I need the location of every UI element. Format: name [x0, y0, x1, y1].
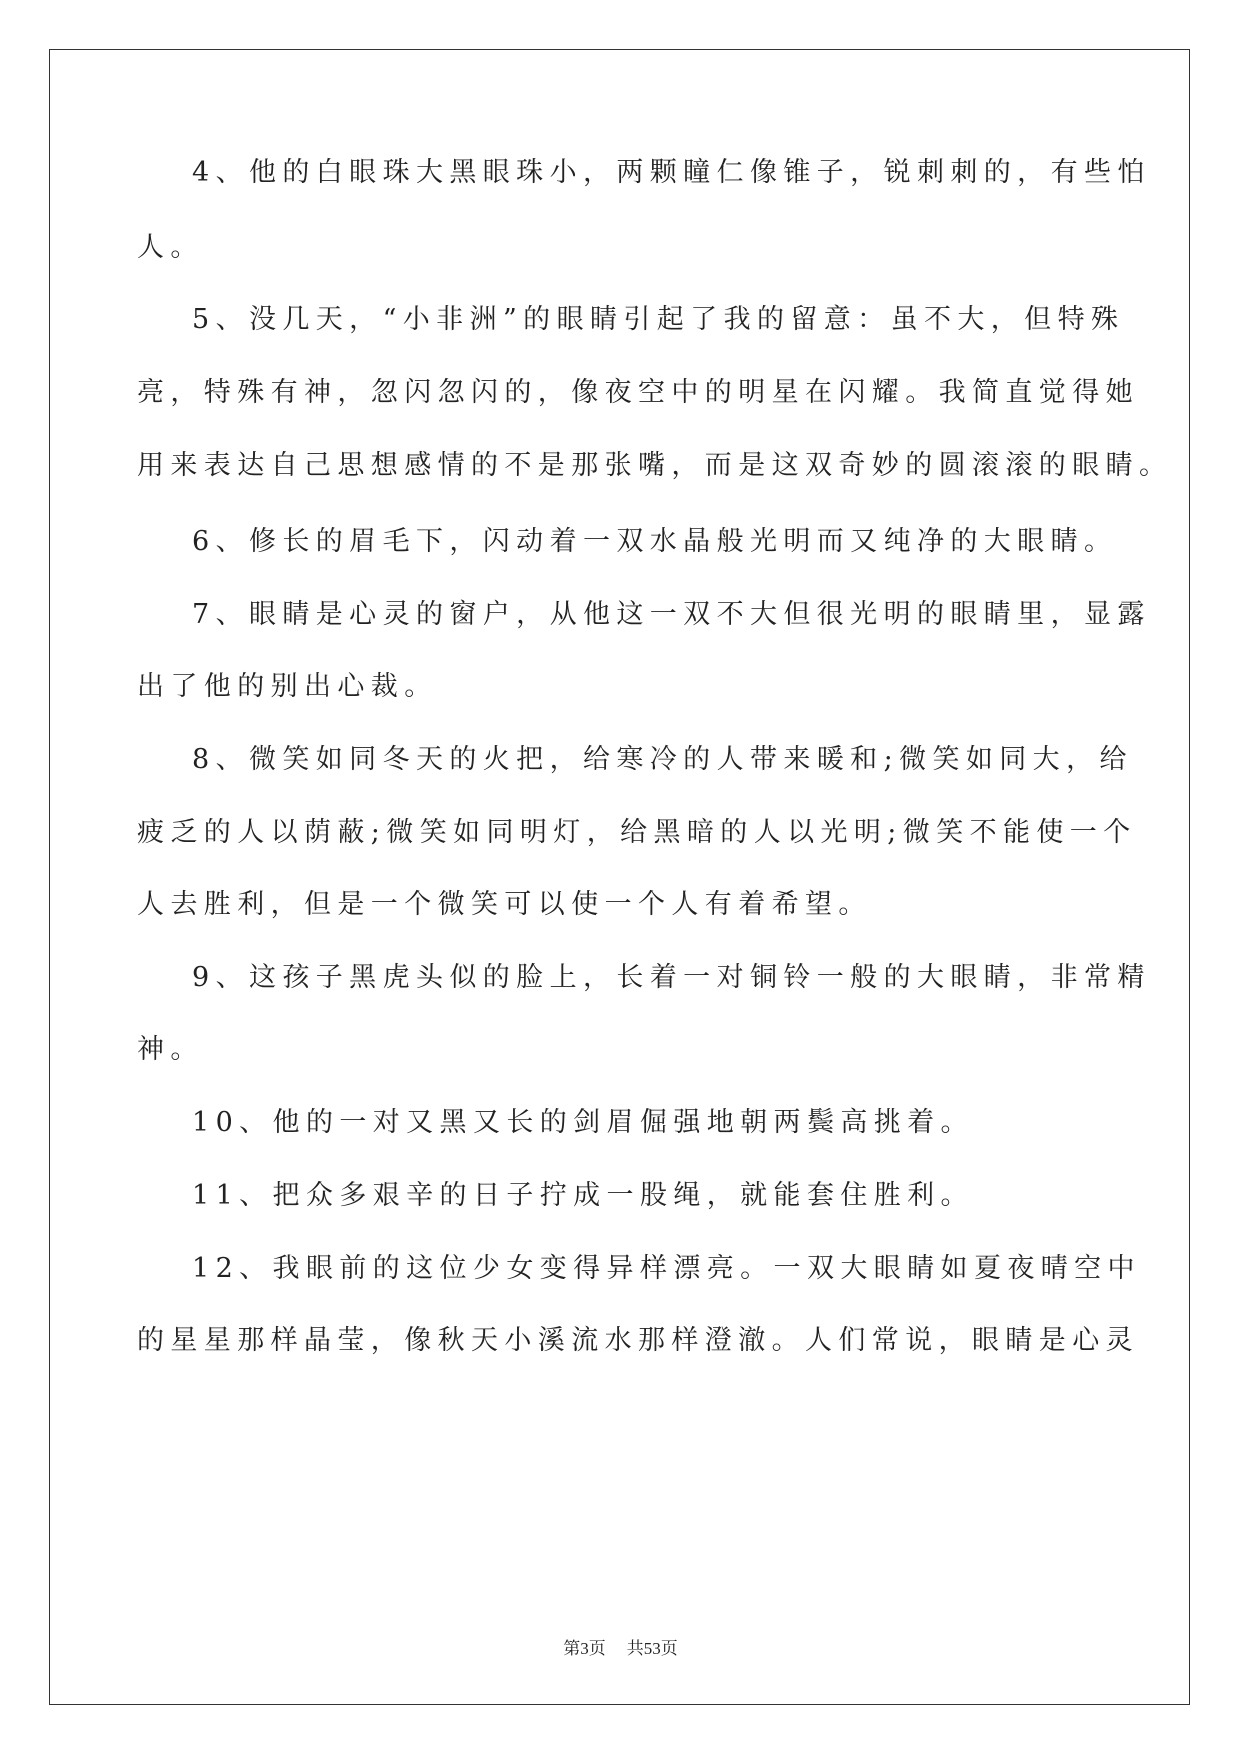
paragraph-line: 用来表达自己思想感情的不是那张嘴，而是这双奇妙的圆滚滚的眼睛。	[137, 450, 1173, 481]
page-frame	[49, 49, 1190, 1705]
paragraph-first-line: 11、把众多艰辛的日子拧成一股绳，就能套住胜利。	[192, 1180, 974, 1211]
paragraph-first-line: 6、修长的眉毛下，闪动着一双水晶般光明而又纯净的大眼睛。	[192, 526, 1118, 557]
paragraph-first-line: 4、他的白眼珠大黑眼珠小，两颗瞳仁像锥子，锐刺刺的，有些怕	[192, 157, 1151, 188]
paragraph-first-line: 9、这孩子黑虎头似的脸上，长着一对铜铃一般的大眼睛，非常精	[192, 962, 1151, 993]
paragraph-first-line: 8、微笑如同冬天的火把，给寒冷的人带来暖和;微笑如同大，给	[192, 744, 1133, 775]
page-total: 共53页	[626, 1639, 678, 1658]
page-footer	[0, 1638, 1241, 1660]
paragraph-line: 人。	[137, 232, 204, 263]
paragraph-line: 神。	[137, 1034, 204, 1065]
paragraph-line: 的星星那样晶莹，像秋天小溪流水那样澄澈。人们常说，眼睛是心灵	[137, 1325, 1139, 1356]
paragraph-first-line: 12、我眼前的这位少女变得异样漂亮。一双大眼睛如夏夜晴空中	[192, 1253, 1141, 1284]
paragraph-line: 人去胜利，但是一个微笑可以使一个人有着希望。	[137, 889, 872, 920]
paragraph-line: 疲乏的人以荫蔽;微笑如同明灯，给黑暗的人以光明;微笑不能使一个	[137, 817, 1137, 848]
page-number: 第3页	[563, 1639, 606, 1658]
paragraph-first-line: 5、没几天，“小非洲”的眼睛引起了我的留意：虽不大，但特殊	[192, 304, 1125, 335]
paragraph-line: 出了他的别出心裁。	[137, 671, 438, 702]
paragraph-line: 亮，特殊有神，忽闪忽闪的，像夜空中的明星在闪耀。我简直觉得她	[137, 377, 1139, 408]
paragraph-first-line: 10、他的一对又黑又长的剑眉倔强地朝两鬓高挑着。	[192, 1107, 974, 1138]
paragraph-first-line: 7、眼睛是心灵的窗户，从他这一双不大但很光明的眼睛里，显露	[192, 599, 1151, 630]
